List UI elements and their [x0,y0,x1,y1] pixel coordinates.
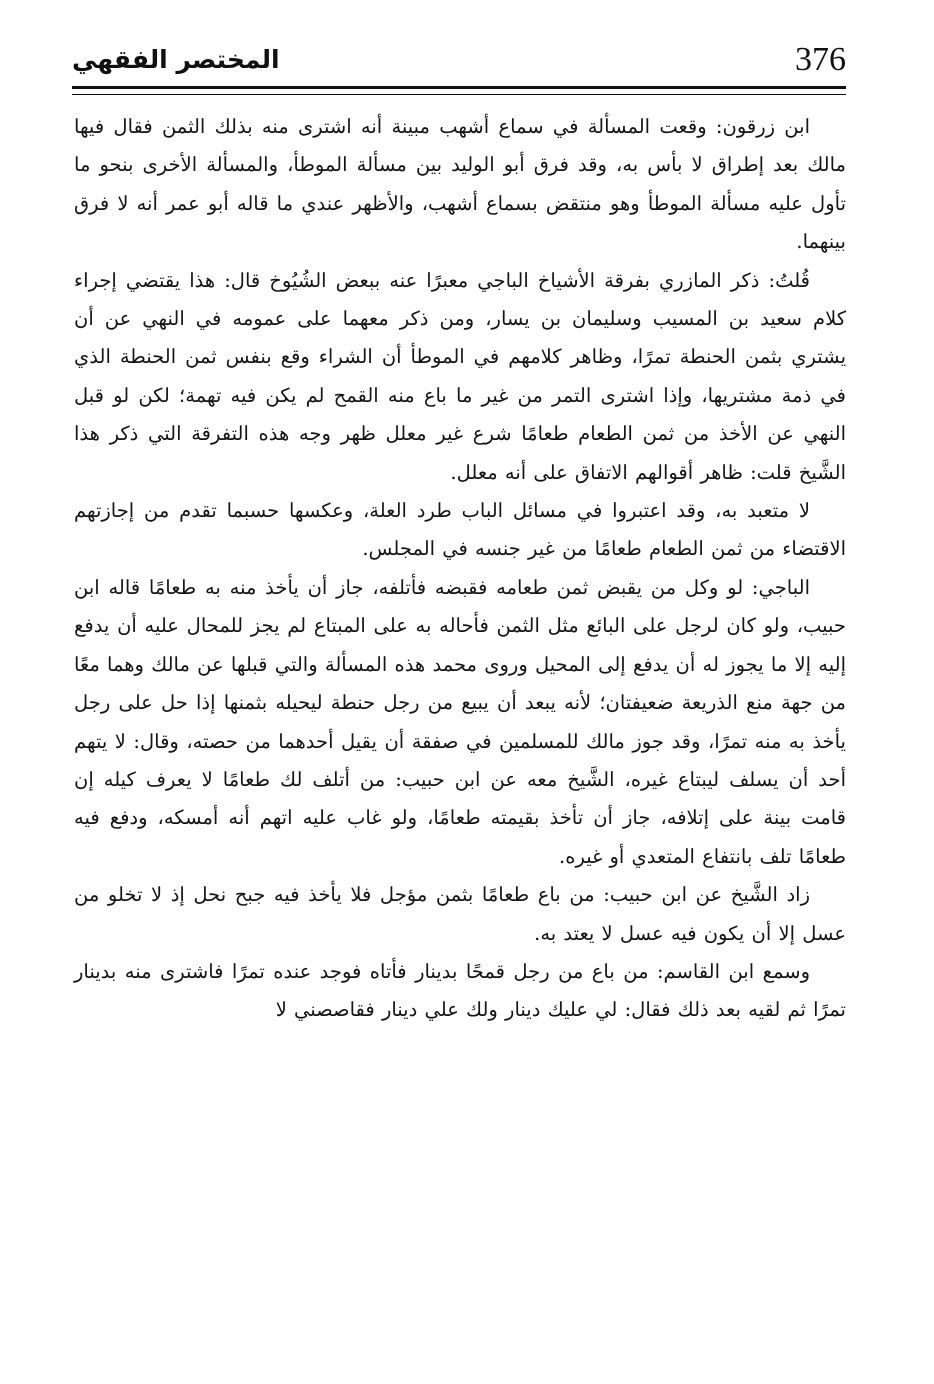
page-header [72,36,846,86]
paragraph-al-baji: الباجي: لو وكل من يقبض ثمن طعامه فقبضه فأتلفه، جاز أن يأخذ منه به طعامًا قاله ابن حبيب، ولو كان لرجل على البائع مثل الثمن فأحاله به على المبتاع لم يجز للمحال عليه أن يدفع إليه إلا ما يجوز له أن يدفع إلى المحيل وروى محمد هذه المسألة والتي قبلها عن مالك وهما معًا من جهة منع الذريعة ضعيفتان؛ لأنه يبعد أن يبيع من رجل حنطة ليحيله بثمنها إذا حل على رجل يأخذ به منه تمرًا، وقد جوز مالك للمسلمين في صفقة أن يقيل أحدهما من حصته، وقال: لا يتهم أحد أن يسلف ليبتاع غيره، الشَّيخ معه عن ابن حبيب: من أتلف لك طعامًا لا يعرف كيله إن قامت بينة على إتلافه، جاز أن تأخذ بقيمته طعامًا، ولو غاب عليه اتهم أنه أمسكه، ودفع فيه طعامًا تلف بانتفاع المتعدي أو غيره. [74,575,846,868]
paragraph-wa-samia-ibn-al-qasim: وسمع ابن القاسم: من باع من رجل قمحًا بدينار فأتاه فوجد عنده تمرًا فاشترى منه بدينار تمرًا ثم لقيه بعد ذلك فقال: لي عليك دينار ولك علي دينار فقاصصني لا [74,959,846,1022]
paragraph-la-mutaabbad: لا متعبد به، وقد اعتبروا في مسائل الباب طرد العلة، وعكسها حسبما تقدم من إجازتهم الاقتضاء من ثمن الطعام طعامًا من غير جنسه في المجلس. [74,499,846,561]
page-number: 376 [795,41,846,78]
paragraph-zada-al-shaykh: زاد الشَّيخ عن ابن حبيب: من باع طعامًا بثمن مؤجل فلا يأخذ فيه جبح نحل إذ لا تخلو من عسل إلا أن يكون فيه عسل لا يعتد به. [74,883,846,945]
paragraph-ibn-zarqun: ابن زرقون: وقعت المسألة في سماع أشهب مبينة أنه اشترى منه بذلك الثمن فقال فيها مالك بعد إطراق لا بأس به، وقد فرق أبو الوليد بين مسألة الموطأ، والمسألة الأخرى بنحو ما تأول عليه مسألة الموطأ وهو منتقض بسماع أشهب، والأظهر عندي ما قاله أبو عمر أنه لا فرق بينهما. [74,115,846,254]
header-divider [72,86,846,95]
main-text [74,108,846,1030]
paragraph-qultu-mazari: قُلتُ: ذكر المازري بفرقة الأشياخ الباجي معبرًا عنه ببعض الشُيُوخ قال: هذا يقتضي إجراء كلام سعيد بن المسيب وسليمان بن يسار، ومن ذكر معهما على عمومه في النهي عن أن يشتري بثمن الحنطة تمرًا، وظاهر كلامهم في الموطأ أن الشراء وقع بنفس ثمن الحنطة الذي في ذمة مشتريها، وإذا اشترى التمر من غير ما باع منه القمح لم يكن فيه تهمة؛ لكن لو قبل النهي عن الأخذ من ثمن الطعام طعامًا شرع غير معلل ظهر وجه هذه التفرقة التي ذكر هذا الشَّيخ قلت: ظاهر أقوالهم الاتفاق على أنه معلل. [74,268,846,484]
book-title: المختصر الفقهي [72,45,280,74]
